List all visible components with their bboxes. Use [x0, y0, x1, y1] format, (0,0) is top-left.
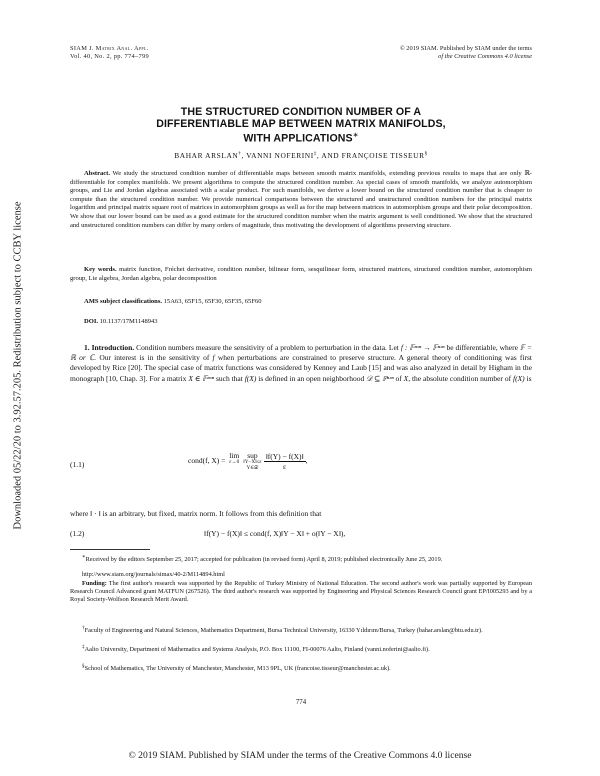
author-sep-1: ,: [241, 151, 247, 160]
license-notice: © 2019 SIAM. Published by SIAM under the terms of the Creative Commons 4.0 license: [128, 750, 472, 761]
footnote-author-3: §School of Mathematics, The University of Manchester, Manchester, M13 9PL, UK (francoise.tisseur@manchester.ac.uk).: [82, 663, 391, 673]
author-sep-2: , AND: [316, 151, 342, 160]
abstract-label: Abstract.: [84, 170, 110, 177]
author-1: BAHAR ARSLAN: [174, 151, 239, 160]
doi: [84, 318, 158, 325]
equation-body: cond(f, X) = lim ε→0 sup ‖Y−X‖≤ε Y∈𝒟 $\frac{‖f(Y) - f(X)‖}{\varepsilon}$ ,: [188, 451, 308, 471]
author-2-mark: ‡: [313, 151, 317, 157]
title-line-2: DIFFERENTIABLE MAP BETWEEN MATRIX MANIFOLDS,: [156, 118, 446, 130]
page-number: 774: [295, 699, 307, 706]
footnote-author-1: †Faculty of Engineering and Natural Sciences, Mathematics Department, Bursa Technical University, 16330 Yıldırım/Bursa, Turkey (bahar.arslan@btu.edu.tr).: [82, 625, 483, 635]
equation-body: ‖f(Y) − f(X)‖ ≤ cond(f, X)‖Y − X‖ + o(‖Y − X‖),: [204, 529, 346, 538]
copyright-header: [372, 45, 532, 61]
ams-label: AMS subject classifications.: [84, 298, 163, 305]
author-3: FRANÇOISE TISSEUR: [341, 151, 425, 160]
equation-number: (1.1): [70, 460, 85, 469]
doi-text: 10.1137/17M1148943: [99, 318, 158, 325]
math-field: 𝔽 = ℝ or ℂ.: [70, 343, 532, 363]
doi-label: DOI.: [84, 318, 99, 325]
paragraph-2: where ‖ · ‖ is an arbitrary, but fixed, matrix norm. It follows from this definition that: [70, 509, 322, 518]
journal-header: [70, 45, 149, 61]
title-footnote-mark: ∗: [352, 132, 359, 139]
footnote-rule: [70, 549, 150, 550]
abstract: [70, 170, 532, 230]
footnote-received: ∗Received by the editors September 25, 2017; accepted for publication (in revised form) April 8, 2019; published electronically June 25, 2019.: [82, 554, 443, 564]
equation-1-1: [70, 452, 532, 482]
author-3-mark: §: [424, 151, 428, 157]
ams-text: 15A63, 65F15, 65F30, 65F35, 65F60: [163, 298, 262, 305]
author-2: VANNI NOFERINI: [246, 151, 314, 160]
footnote-author-2: ‡Aalto University, Department of Mathematics and Systems Analysis, P.O. Box 11100, FI-00076 Aalto, Finland (vanni.noferini@aalto.fi).: [82, 644, 430, 654]
download-notice: Downloaded 05/22/20 to 3.92.57.205. Redistribution subject to CCBY license: [12, 201, 24, 530]
title-line-1: THE STRUCTURED CONDITION NUMBER OF A: [180, 106, 422, 118]
author-list: [70, 151, 532, 160]
footnote-funding: Funding: The first author's research was supported by the Republic of Turkey Ministry of National Education. The second author's work was partially supported by European Research Council Advanced grant MATFUN (267526). The third author's research was supported by Engineering and Physical Sciences Research Council grant EP/I005293 and by a Royal Society-Wolfson Research Merit Award.: [70, 580, 532, 604]
journal-volume: Vol. 40, No. 2, pp. 774–799: [70, 53, 149, 60]
fraction: $\frac{‖f(Y) - f(X)‖}{\varepsilon}$: [265, 452, 304, 471]
author-1-mark: †: [238, 151, 242, 157]
limit-operator: lim ε→0: [229, 451, 240, 465]
equation-number: (1.2): [70, 529, 85, 538]
section-heading: 1. Introduction.: [84, 343, 135, 352]
paper-title: [70, 106, 532, 145]
footnote-url: http://www.siam.org/journals/simax/40-2/M114894.html: [82, 571, 225, 578]
keywords-label: Key words.: [84, 266, 117, 273]
journal-name: SIAM J. Matrix Anal. Appl.: [70, 45, 149, 52]
keywords-text: matrix function, Fréchet derivative, condition number, bilinear form, sesquilinear form, structured matrices, structured condition number, automorphism group, Lie algebra, Jordan algebra, polar decomposition: [70, 266, 532, 282]
ams-classifications: [84, 298, 262, 305]
math-f-map: f : 𝔽ⁿˣⁿ → 𝔽ⁿˣⁿ: [400, 343, 445, 352]
keywords: [70, 266, 532, 283]
abstract-text: We study the structured condition number of differentiable maps between smooth matrix manifolds, extending previous results to maps that are only ℝ-differentiable for complex manifolds. We present algorithms to compute the structured condition number. As special cases of smooth manifolds, we analyze automorphism groups, and Lie and Jordan algebras associated with a scalar product. For such manifolds, we derive a lower bound on the structured condition number that is cheaper to compute than the structured condition number. We provide numerical comparisons between the structured and unstructured condition numbers for the principal matrix logarithm and principal matrix square root of matrices in automorphism groups as well as for the map between matrices in automorphism groups and their polar decomposition. We show that our lower bound can be used as a good estimate for the structured condition number when the matrix argument is well conditioned. We show that the structured and unstructured condition numbers can differ by many orders of magnitude, thus motivating the development of algorithms preserving structure.: [70, 170, 532, 229]
sup-operator: sup ‖Y−X‖≤ε Y∈𝒟: [243, 451, 262, 471]
introduction-paragraph: 1. Introduction. Condition numbers measure the sensitivity of a problem to perturbation in the data. Let f : 𝔽ⁿˣⁿ → 𝔽ⁿˣⁿ be differentiable, where 𝔽 = ℝ or ℂ. Our interest is in the sensitivity of f when perturbations are constrained to preserve structure. A general theory of conditioning was first developed by Rice [20]. The special case of matrix functions was considered by Kenney and Laub [15] and was also analyzed in detail by Higham in the monograph [10, Chap. 3]. For a matrix X ∈ 𝔽ⁿˣⁿ such that f(X) is defined in an open neighborhood 𝒟 ⊆ 𝔽ⁿˣⁿ of X, the absolute condition number of f(X) is: [70, 343, 532, 383]
copyright-line-2: of the Creative Commons 4.0 license: [438, 53, 532, 60]
copyright-line-1: © 2019 SIAM. Published by SIAM under the terms: [399, 45, 532, 52]
title-line-3: WITH APPLICATIONS∗: [243, 132, 359, 145]
